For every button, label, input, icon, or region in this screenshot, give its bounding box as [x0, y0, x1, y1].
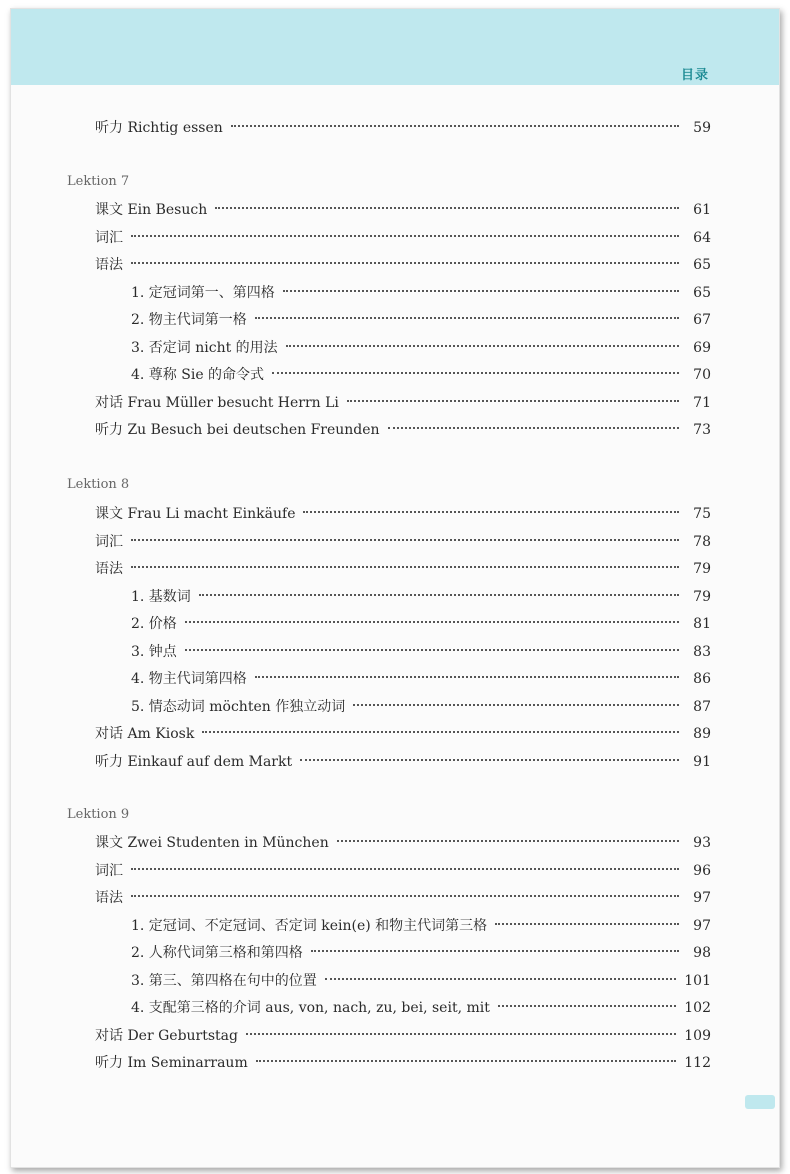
lesson-label: Lektion 8	[67, 477, 130, 492]
toc-page-number: 109	[684, 1027, 711, 1044]
toc-entry-title: 语法	[95, 890, 123, 906]
toc-entry[interactable]	[95, 199, 711, 221]
dot-leader	[325, 978, 676, 980]
toc-page-number: 65	[693, 284, 711, 301]
toc-entry-title: 词汇	[95, 862, 123, 879]
toc-page-number: 64	[693, 229, 711, 246]
dot-leader	[498, 1005, 676, 1007]
toc-page-number: 75	[693, 506, 711, 522]
toc-entry-title: 课文 Zwei Studenten in München	[95, 835, 329, 851]
toc-page-number: 79	[693, 561, 711, 577]
toc-entry-title: 对话 Der Geburtstag	[95, 1027, 238, 1044]
toc-page-number: 59	[693, 120, 711, 136]
toc-page	[10, 8, 780, 1168]
dot-leader	[286, 345, 679, 347]
toc-entry-title: 2. 人称代词第三格和第四格	[131, 945, 303, 961]
toc-entry[interactable]	[131, 337, 711, 359]
toc-page-number: 89	[693, 726, 711, 742]
dot-leader	[283, 290, 679, 292]
toc-page-number: 70	[693, 367, 711, 383]
toc-entry-title: 语法	[95, 561, 123, 577]
dot-leader	[131, 895, 679, 897]
toc-entry-title: 听力 Im Seminarraum	[95, 1055, 248, 1071]
toc-entry[interactable]	[131, 696, 711, 718]
toc-page-number: 67	[693, 312, 711, 328]
toc-entry[interactable]	[131, 668, 711, 690]
toc-entry[interactable]	[131, 915, 711, 937]
toc-entry[interactable]	[131, 997, 711, 1019]
toc-page-number: 97	[693, 890, 711, 906]
dot-leader	[347, 400, 679, 402]
toc-page-number: 101	[684, 972, 711, 989]
dot-leader	[131, 868, 679, 870]
toc-page-number: 102	[684, 1000, 711, 1016]
toc-page-number: 69	[693, 339, 711, 356]
dot-leader	[255, 676, 679, 678]
header-title: 目录	[680, 68, 709, 83]
toc-entry-title: 对话 Frau Müller besucht Herrn Li	[95, 394, 339, 411]
toc-entry[interactable]	[95, 558, 711, 580]
dot-leader	[131, 566, 679, 568]
toc-page-number: 87	[693, 698, 711, 715]
toc-page-number: 96	[693, 862, 711, 879]
toc-page-number: 81	[693, 616, 711, 632]
toc-entry-title: 听力 Einkauf auf dem Markt	[95, 753, 293, 770]
lesson-label: Lektion 9	[67, 807, 130, 822]
toc-entry[interactable]	[95, 419, 711, 441]
dot-leader	[388, 427, 679, 429]
toc-entry-title: 课文 Ein Besuch	[95, 202, 208, 218]
dot-leader	[255, 317, 679, 319]
dot-leader	[185, 621, 679, 623]
dot-leader	[131, 235, 679, 237]
toc-entry[interactable]	[95, 254, 711, 276]
dot-leader	[199, 594, 679, 596]
lesson-label: Lektion 7	[67, 174, 130, 189]
dot-leader	[131, 539, 679, 541]
toc-entry[interactable]	[95, 832, 711, 854]
toc-entry-title: 对话 Am Kiosk	[95, 726, 195, 742]
dot-leader	[131, 262, 679, 264]
toc-page-number: 98	[693, 945, 711, 961]
toc-page-number: 65	[693, 257, 711, 273]
toc-entry[interactable]	[131, 364, 711, 386]
dot-leader	[215, 207, 679, 209]
toc-entry-title: 听力 Zu Besuch bei deutschen Freunden	[95, 422, 380, 438]
toc-entry[interactable]	[95, 117, 711, 139]
toc-entry-title: 2. 物主代词第一格	[131, 312, 247, 328]
toc-entry-title: 1. 定冠词、不定冠词、否定词 kein(e) 和物主代词第三格	[131, 917, 488, 934]
toc-entry[interactable]	[131, 586, 711, 608]
toc-entry[interactable]	[95, 392, 711, 414]
toc-entry-title: 3. 否定词 nicht 的用法	[131, 339, 278, 356]
toc-entry-title: 4. 尊称 Sie 的命令式	[131, 367, 265, 383]
toc-entry[interactable]	[95, 860, 711, 882]
dot-leader	[231, 125, 679, 127]
toc-entry[interactable]	[95, 1025, 711, 1047]
toc-entry-title: 5. 情态动词 möchten 作独立动词	[131, 698, 346, 715]
toc-entry-title: 语法	[95, 257, 123, 273]
toc-entry-title: 1. 基数词	[131, 588, 191, 605]
toc-page-number: 78	[693, 533, 711, 550]
dot-leader	[202, 731, 679, 733]
dot-leader	[303, 511, 679, 513]
toc-entry-title: 3. 第三、第四格在句中的位置	[131, 972, 317, 989]
toc-entry-title: 1. 定冠词第一、第四格	[131, 284, 275, 301]
toc-entry-title: 课文 Frau Li macht Einkäufe	[95, 506, 296, 522]
toc-page-number: 93	[693, 835, 711, 851]
dot-leader	[185, 649, 679, 651]
toc-entry-title: 2. 价格	[131, 616, 177, 632]
toc-entry-title: 词汇	[95, 229, 123, 246]
toc-entry[interactable]	[95, 531, 711, 553]
toc-entry[interactable]	[95, 887, 711, 909]
toc-entry-title: 4. 物主代词第四格	[131, 671, 247, 687]
dot-leader	[256, 1060, 677, 1062]
toc-entry-title: 4. 支配第三格的介词 aus, von, nach, zu, bei, seit, mit	[131, 1000, 490, 1016]
toc-entry[interactable]	[95, 227, 711, 249]
dot-leader	[337, 840, 679, 842]
toc-page-number: 83	[693, 643, 711, 660]
dot-leader	[495, 923, 679, 925]
toc-entry[interactable]	[95, 503, 711, 525]
toc-page-number: 71	[693, 394, 711, 411]
toc-entry[interactable]	[131, 613, 711, 635]
toc-entry[interactable]	[95, 723, 711, 745]
toc-entry[interactable]	[131, 970, 711, 992]
toc-entry-title: 词汇	[95, 533, 123, 550]
toc-page-number: 79	[693, 588, 711, 605]
toc-entry[interactable]	[131, 309, 711, 331]
header-band	[11, 9, 779, 85]
dot-leader	[353, 704, 679, 706]
toc-entry[interactable]	[131, 641, 711, 663]
toc-page-number: 86	[693, 671, 711, 687]
toc-entry[interactable]	[95, 751, 711, 773]
toc-page-number: 112	[684, 1055, 711, 1071]
toc-page-number: 91	[693, 753, 711, 770]
page-corner-tab	[745, 1095, 775, 1109]
dot-leader	[246, 1033, 676, 1035]
toc-entry[interactable]	[95, 1052, 711, 1074]
toc-page-number: 61	[693, 202, 711, 218]
toc-entry-title: 3. 钟点	[131, 643, 177, 660]
dot-leader	[272, 372, 679, 374]
toc-entry[interactable]	[131, 282, 711, 304]
dot-leader	[311, 950, 679, 952]
dot-leader	[300, 759, 679, 761]
toc-page-number: 97	[693, 917, 711, 934]
toc-page-number: 73	[693, 422, 711, 438]
toc-entry-title: 听力 Richtig essen	[95, 120, 223, 136]
toc-entry[interactable]	[131, 942, 711, 964]
